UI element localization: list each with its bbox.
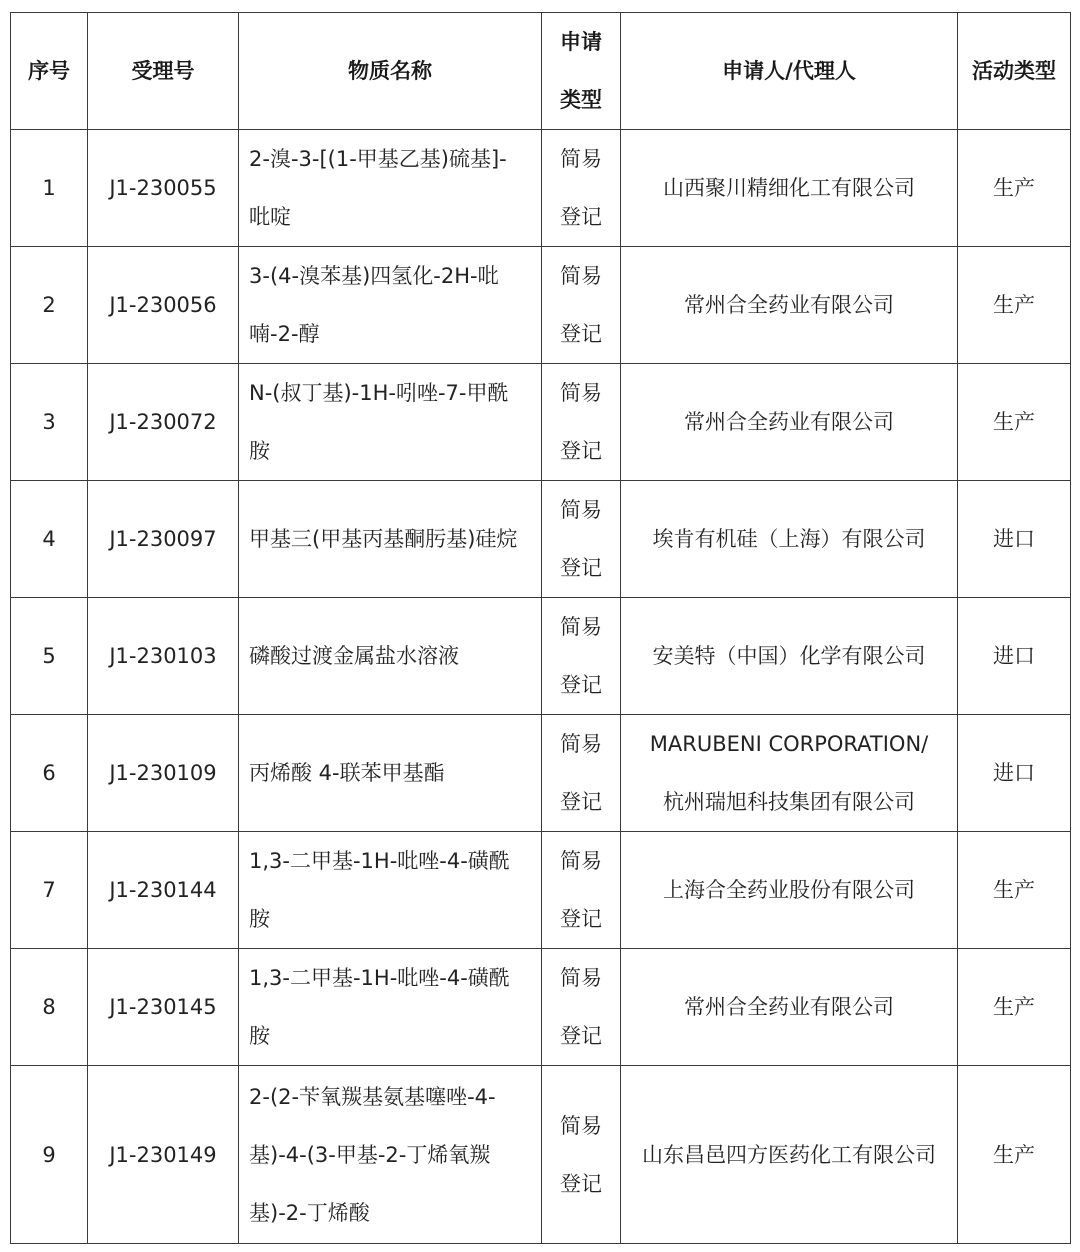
substance-name-line1: 2-(2-苄氧羰基氨基噻唑-4- <box>249 1084 496 1109</box>
applicant-line1: 常州合全药业有限公司 <box>684 995 894 1019</box>
cell-application-type <box>542 481 621 598</box>
substance-name-line1: 磷酸过渡金属盐水溶液 <box>249 644 459 668</box>
substance-name-line2: 胺 <box>249 1024 270 1048</box>
cell-application-type <box>542 247 621 364</box>
cell-substance-name <box>239 832 542 949</box>
cell-applicant <box>621 949 958 1066</box>
application-type-line2: 登记 <box>560 1171 602 1196</box>
application-type-line1: 简易 <box>560 732 602 756</box>
application-type-line2: 登记 <box>560 790 602 814</box>
application-type-line2: 登记 <box>560 1024 602 1048</box>
cell-substance-name <box>239 949 542 1066</box>
table-row <box>11 1066 1071 1244</box>
cell-application-type <box>542 130 621 247</box>
table-row <box>11 364 1071 481</box>
applicant-line1: 常州合全药业有限公司 <box>684 293 894 317</box>
table-row <box>11 130 1071 247</box>
header-acceptance-no: 受理号 <box>88 13 239 130</box>
cell-acceptance-no: J1-230109 <box>88 715 239 832</box>
application-type-line1: 简易 <box>560 381 602 405</box>
cell-seq: 8 <box>11 949 88 1066</box>
cell-acceptance-no: J1-230056 <box>88 247 239 364</box>
cell-applicant <box>621 247 958 364</box>
substance-name-line1: 甲基三(甲基丙基酮肟基)硅烷 <box>249 527 518 551</box>
cell-application-type <box>542 364 621 481</box>
substance-name-line2: 胺 <box>249 439 270 463</box>
cell-acceptance-no: J1-230144 <box>88 832 239 949</box>
cell-seq: 4 <box>11 481 88 598</box>
cell-activity-type: 进口 <box>958 598 1071 715</box>
cell-substance-name <box>239 715 542 832</box>
cell-application-type <box>542 598 621 715</box>
cell-acceptance-no: J1-230055 <box>88 130 239 247</box>
table-row <box>11 247 1071 364</box>
cell-activity-type: 生产 <box>958 832 1071 949</box>
substance-name-line1: 丙烯酸 4-联苯甲基酯 <box>249 761 445 785</box>
cell-substance-name <box>239 364 542 481</box>
cell-substance-name <box>239 481 542 598</box>
application-type-line1: 简易 <box>560 498 602 522</box>
substance-name-line1: 2-溴-3-[(1-甲基乙基)硫基]- <box>249 147 507 171</box>
cell-applicant <box>621 715 958 832</box>
cell-application-type <box>542 832 621 949</box>
substance-name-line2: 胺 <box>249 907 270 931</box>
cell-applicant <box>621 130 958 247</box>
cell-substance-name <box>239 130 542 247</box>
cell-seq: 5 <box>11 598 88 715</box>
table-row <box>11 598 1071 715</box>
cell-acceptance-no: J1-230145 <box>88 949 239 1066</box>
application-type-line2: 登记 <box>560 439 602 463</box>
header-application-type-line2: 类型 <box>560 88 602 112</box>
cell-activity-type: 生产 <box>958 130 1071 247</box>
cell-activity-type: 生产 <box>958 247 1071 364</box>
substance-name-line1: 3-(4-溴苯基)四氢化-2H-吡 <box>249 264 499 288</box>
application-type-line2: 登记 <box>560 673 602 697</box>
substance-name-line1: N-(叔丁基)-1H-吲唑-7-甲酰 <box>249 381 509 405</box>
application-type-line1: 简易 <box>560 615 602 639</box>
cell-application-type <box>542 715 621 832</box>
applicant-line2: 杭州瑞旭科技集团有限公司 <box>663 790 915 814</box>
cell-application-type <box>542 949 621 1066</box>
application-type-line1: 简易 <box>560 264 602 288</box>
header-applicant: 申请人/代理人 <box>621 13 958 130</box>
cell-seq: 9 <box>11 1066 88 1244</box>
cell-applicant <box>621 481 958 598</box>
cell-application-type <box>542 1066 621 1244</box>
substance-name-line2: 吡啶 <box>249 205 291 229</box>
cell-activity-type: 生产 <box>958 1066 1071 1244</box>
applicant-line1: 常州合全药业有限公司 <box>684 410 894 434</box>
application-type-line2: 登记 <box>560 205 602 229</box>
applicant-line1: 上海合全药业股份有限公司 <box>663 878 915 902</box>
header-seq: 序号 <box>11 13 88 130</box>
applicant-line1: 埃肯有机硅（上海）有限公司 <box>652 527 926 551</box>
substance-name-line1: 1,3-二甲基-1H-吡唑-4-磺酰 <box>249 849 510 873</box>
substance-name-line2: 喃-2-醇 <box>249 322 320 346</box>
header-activity-type: 活动类型 <box>958 13 1071 130</box>
application-type-line1: 简易 <box>560 147 602 171</box>
cell-activity-type: 生产 <box>958 364 1071 481</box>
cell-seq: 7 <box>11 832 88 949</box>
application-type-line2: 登记 <box>560 322 602 346</box>
header-row <box>11 13 1071 130</box>
cell-acceptance-no: J1-230072 <box>88 364 239 481</box>
cell-applicant <box>621 598 958 715</box>
application-type-line2: 登记 <box>560 907 602 931</box>
substance-name-line2: 基)-4-(3-甲基-2-丁烯氧羰 <box>249 1142 491 1167</box>
cell-seq: 3 <box>11 364 88 481</box>
applicant-line1: 安美特（中国）化学有限公司 <box>652 644 926 668</box>
header-application-type <box>542 13 621 130</box>
table-row <box>11 832 1071 949</box>
cell-substance-name <box>239 1066 542 1244</box>
header-application-type-line1: 申请 <box>560 30 602 54</box>
applicant-line1: 山东昌邑四方医药化工有限公司 <box>642 1142 936 1167</box>
cell-activity-type: 进口 <box>958 715 1071 832</box>
application-type-line1: 简易 <box>560 849 602 873</box>
substance-name-line3: 基)-2-丁烯酸 <box>249 1200 370 1225</box>
header-substance-name: 物质名称 <box>239 13 542 130</box>
application-type-line2: 登记 <box>560 556 602 580</box>
cell-applicant <box>621 832 958 949</box>
cell-acceptance-no: J1-230149 <box>88 1066 239 1244</box>
cell-seq: 1 <box>11 130 88 247</box>
application-type-line1: 简易 <box>560 966 602 990</box>
applicant-line1: 山西聚川精细化工有限公司 <box>663 176 915 200</box>
substance-name-line1: 1,3-二甲基-1H-吡唑-4-磺酰 <box>249 966 510 990</box>
table-body <box>11 130 1071 1244</box>
cell-applicant <box>621 1066 958 1244</box>
cell-acceptance-no: J1-230097 <box>88 481 239 598</box>
cell-substance-name <box>239 247 542 364</box>
table-row <box>11 715 1071 832</box>
cell-applicant <box>621 364 958 481</box>
cell-acceptance-no: J1-230103 <box>88 598 239 715</box>
table-row <box>11 481 1071 598</box>
cell-substance-name <box>239 598 542 715</box>
application-type-line1: 简易 <box>560 1113 602 1138</box>
cell-seq: 6 <box>11 715 88 832</box>
registration-table <box>10 12 1071 1244</box>
table-row <box>11 949 1071 1066</box>
cell-seq: 2 <box>11 247 88 364</box>
cell-activity-type: 进口 <box>958 481 1071 598</box>
applicant-line1: MARUBENI CORPORATION/ <box>649 732 929 756</box>
cell-activity-type: 生产 <box>958 949 1071 1066</box>
